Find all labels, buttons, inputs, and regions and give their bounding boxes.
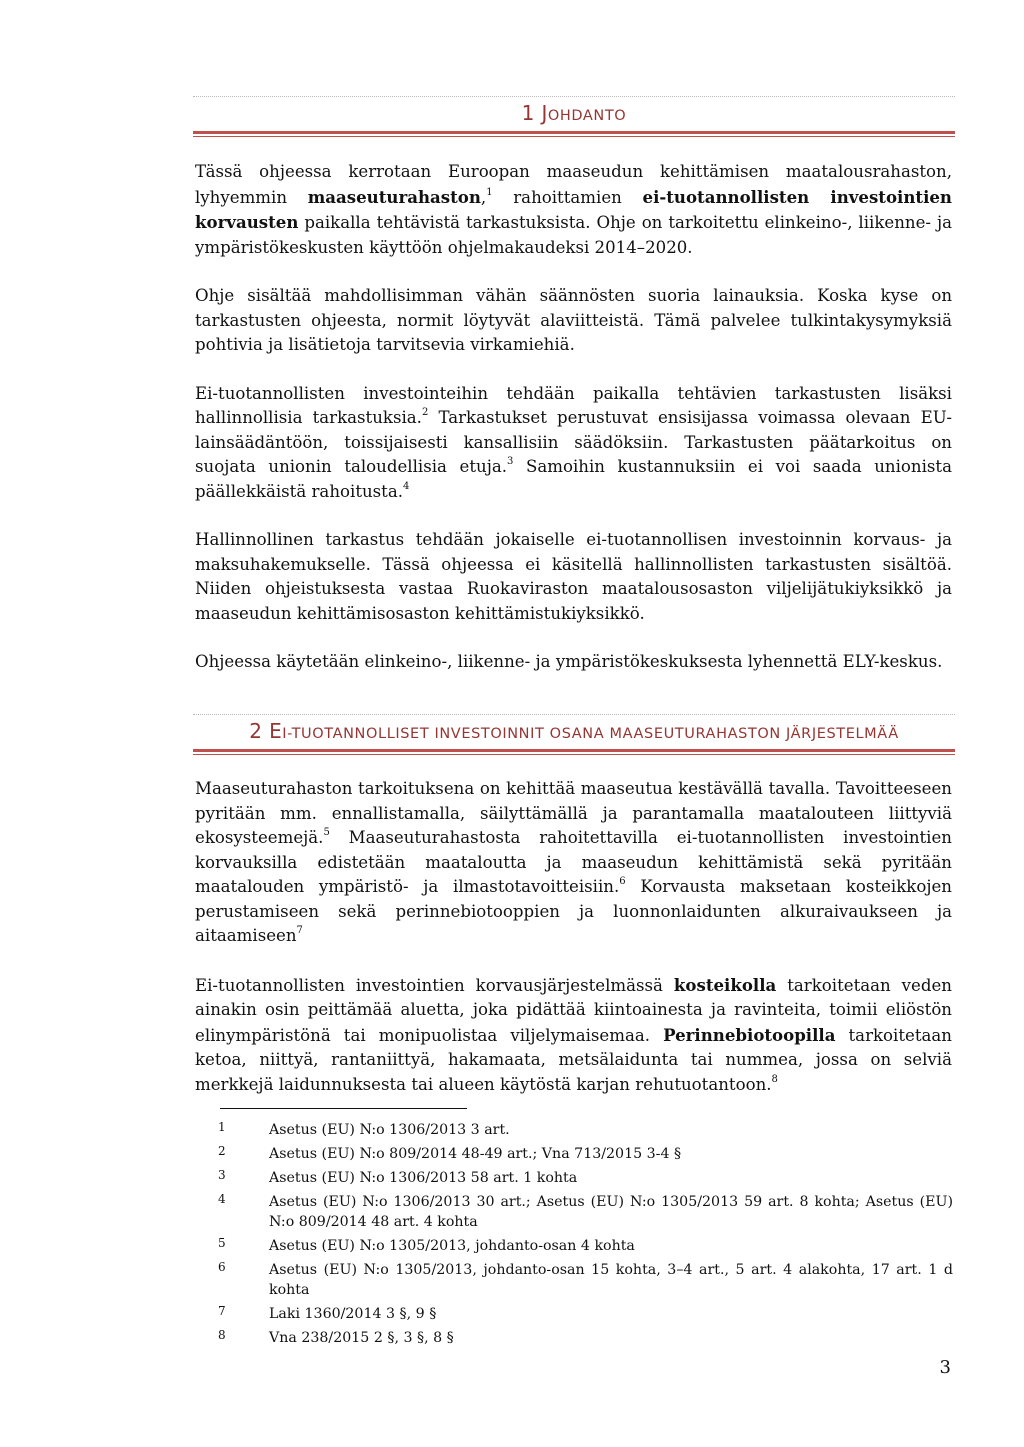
section-2-content: [195, 777, 952, 1097]
footnote-text: Asetus (EU) N:o 1305/2013, johdanto-osan 15 kohta, 3–4 art., 5 art. 4 alakohta, 17 art. 1 d kohta: [269, 1262, 953, 1298]
heading-underline-thin: [193, 136, 955, 137]
section-2-number: 2: [249, 719, 263, 743]
section-1-heading: [193, 100, 955, 129]
footnote-text: Asetus (EU) N:o 809/2014 48-49 art.; Vna 713/2015 3-4 §: [269, 1146, 682, 1162]
footnote: [218, 1144, 953, 1164]
footnote-number: 5: [218, 1236, 226, 1250]
footnote-number: 8: [218, 1328, 226, 1342]
paragraph: [195, 973, 952, 1098]
paragraph: [195, 382, 952, 505]
text-run: Tarkastukset perustuvat ensisijassa voimassa olevaan EU-lainsäädäntöön, toissijaisesti kansallisiin säädöksiin. Tarkastusten päätarkoitus on suojata unionin taloudellisia etuja.: [195, 408, 953, 476]
footnote-ref: 7: [296, 925, 303, 937]
section-1-content: [195, 160, 952, 675]
text-run: Samoihin kustannuksiin ei voi saada unionista päällekkäistä rahoitusta.: [195, 457, 952, 501]
footnote-text: Asetus (EU) N:o 1306/2013 30 art.; Asetus (EU) N:o 1305/2013 59 art. 8 kohta; Asetus (EU) N:o 809/2014 48 art. 4 kohta: [269, 1194, 953, 1230]
text-run: Ei-tuotannollisten investointeihin tehdään paikalla tehtävien tarkastusten lisäksi hallinnollisia tarkastuksia.: [195, 383, 952, 427]
dotted-divider: [193, 96, 955, 97]
footnote-ref: 1: [486, 186, 493, 198]
heading-underline: [193, 749, 955, 752]
footnote-text: Asetus (EU) N:o 1305/2013, johdanto-osan 4 kohta: [269, 1238, 635, 1254]
footnote-ref: 8: [771, 1073, 778, 1085]
text-run: Tässä ohjeessa kerrotaan Euroopan maaseudun kehittämisen maatalousrahaston, lyhyemmin: [195, 162, 952, 207]
section-1-title-rest: OHDANTO: [547, 108, 627, 124]
bold-term: Perinnebiotoopilla: [663, 1024, 836, 1045]
heading-underline-thin: [193, 754, 955, 755]
bold-term: ei-tuotannollisten investointien korvausten: [195, 186, 952, 232]
section-1-title-initial: J: [541, 101, 548, 125]
footnote-text: Vna 238/2015 2 §, 3 §, 8 §: [269, 1330, 454, 1346]
footnote: [218, 1120, 953, 1140]
footnote-ref: 6: [619, 876, 626, 888]
footnote-number: 4: [218, 1192, 226, 1206]
paragraph: Ohje sisältää mahdollisimman vähän säännösten suoria lainauksia. Koska kyse on tarkastusten ohjeesta, normit löytyvät alaviitteistä. Tämä palvelee tulkintakysymyksiä pohtivia ja lisätietoja tarvitsevia virkamiehiä.: [195, 286, 952, 354]
footnote-ref: 5: [323, 827, 330, 839]
footnotes: [218, 1120, 953, 1352]
text-run: Maaseuturahastosta rahoitettavilla ei-tuotannollisten investointien korvauksilla edistetään maataloutta ja maaseudun kehittämistä sekä pyritään maatalouden ympäristö- ja ilmastotavoitteisiin.: [195, 828, 952, 896]
text-run: Ei-tuotannollisten investointien korvausjärjestelmässä: [195, 975, 674, 995]
footnote: [218, 1192, 953, 1232]
footnote-number: 7: [218, 1304, 226, 1318]
bold-term: kosteikolla: [673, 974, 777, 995]
footnote-number: 1: [218, 1120, 226, 1134]
footnote-text: Asetus (EU) N:o 1306/2013 3 art.: [269, 1122, 510, 1138]
section-2-heading-block: [193, 714, 955, 755]
paragraph: Tässä ohjeessa kerrotaan Euroopan maaseudun kehittämisen maatalousrahaston, lyhyemmin maaseuturahaston,$^1$ rahoittamien ei-tuotannollisten investointien korvausten paikalla tehtävistä tarkastuksista. Ohje on tarkoitettu elinkeino-, liikenne- ja ympäristökeskusten käyttöön ohjelmakaudeksi 2014–2020.: [195, 162, 952, 257]
paragraph: [195, 777, 952, 949]
section-1-heading-block: [193, 96, 955, 137]
footnote: [218, 1168, 953, 1188]
footnote-ref: 4: [403, 480, 410, 492]
footnote: [218, 1328, 953, 1348]
footnote-text: Laki 1360/2014 3 §, 9 §: [269, 1306, 437, 1322]
section-2-heading: [193, 718, 955, 747]
text-run: paikalla tehtävistä tarkastuksista. Ohje on tarkoitettu elinkeino-, liikenne- ja ympäristökeskusten käyttöön ohjelmakaudeksi 2014–2020.: [195, 213, 952, 257]
footnote: [218, 1260, 953, 1300]
footnote-text: Asetus (EU) N:o 1306/2013 58 art. 1 kohta: [269, 1170, 578, 1186]
footnote: [218, 1304, 953, 1324]
text-run: rahoittamien: [492, 187, 643, 207]
footnote-number: 2: [218, 1144, 226, 1158]
section-1-number: 1: [521, 101, 535, 125]
footnote-ref: 3: [507, 456, 514, 468]
section-2-title-initial: E: [269, 719, 283, 743]
footnote-separator: [220, 1108, 467, 1109]
section-2-title-rest: I-TUOTANNOLLISET INVESTOINNIT OSANA MAASEUTURAHASTON JÄRJESTELMÄÄ: [282, 726, 899, 742]
text-run: tarkoitetaan veden ainakin osin peittämää aluetta, joka pidättää kiintoainesta ja ravinteita, toimii eliöstön elinympäristönä tai monipuolistaa viljelymaisemaa.: [195, 975, 952, 1045]
dotted-divider: [193, 714, 955, 715]
page-number: 3: [939, 1357, 951, 1378]
footnote-number: 6: [218, 1260, 226, 1274]
bold-term: maaseuturahaston: [307, 186, 481, 207]
text-run: Korvausta maksetaan kosteikkojen perustamiseen sekä perinnebiotooppien ja luonnonlaidunten alkuraivaukseen ja aitaamiseen: [195, 877, 952, 945]
footnote: [218, 1236, 953, 1256]
footnote-number: 3: [218, 1168, 226, 1182]
paragraph: Hallinnollinen tarkastus tehdään jokaiselle ei-tuotannollisen investoinnin korvaus- ja maksuhakemukselle. Tässä ohjeessa ei käsitellä hallinnollisten tarkastusten sisältöä. Niiden ohjeistuksesta vastaa Ruokaviraston maatalousosaston viljelijätukiyksikkö ja maaseudun kehittämisosaston kehittämistukiyksikkö.: [195, 530, 952, 623]
text-run: Maaseuturahaston tarkoituksena on kehittää maaseutua kestävällä tavalla. Tavoitteeseen pyritään mm. ennallistamalla, säilyttämällä ja parantamalla maatalouteen liittyviä ekosysteemejä.: [195, 779, 952, 847]
text-run: tarkoitetaan ketoa, niittyä, rantaniittyä, hakamaata, metsälaidunta tai nummea, jossa on selviä merkkejä laidunnuksesta tai alueen käytöstä karjan rehutuotantoon.: [195, 1025, 952, 1094]
footnote-ref: 2: [421, 407, 429, 419]
heading-underline: [193, 131, 955, 134]
paragraph: Ohjeessa käytetään elinkeino-, liikenne- ja ympäristökeskuksesta lyhennettä ELY-keskus.: [195, 652, 943, 671]
